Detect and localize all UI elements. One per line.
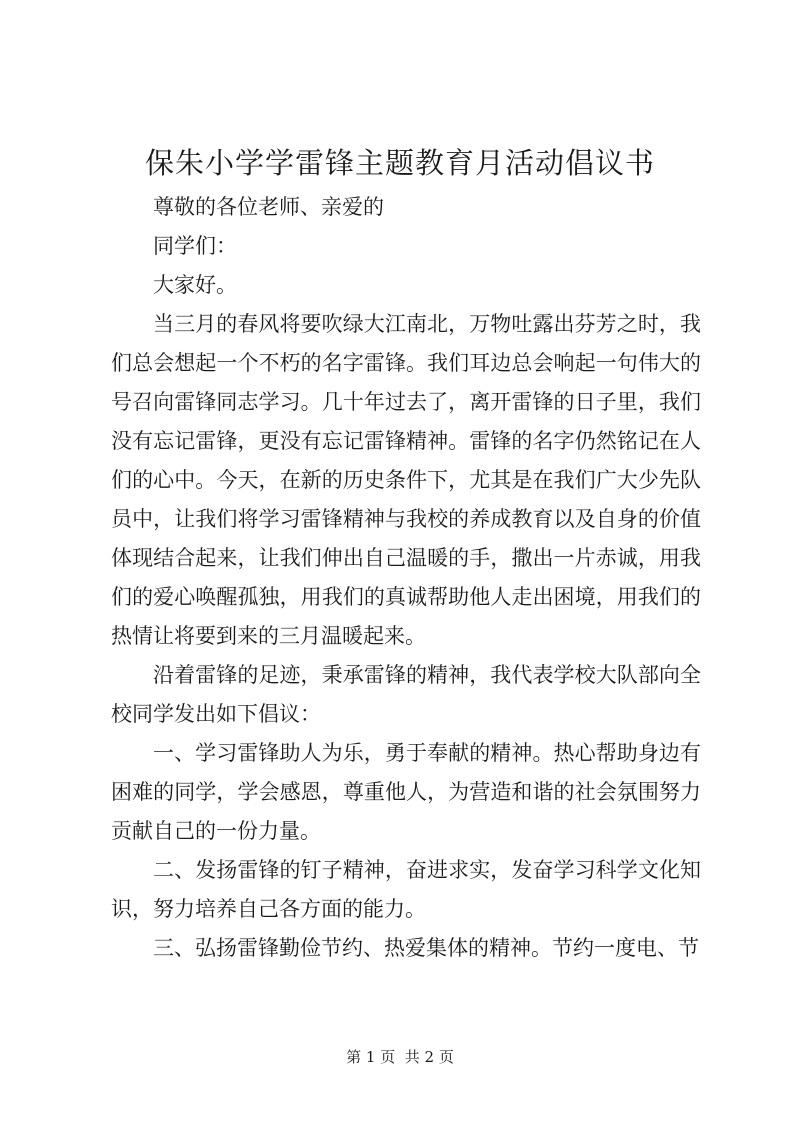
page-number-label: 第 1 页 共 2 页 [346,1048,454,1066]
proposal-item-3: 三、弘扬雷锋勤俭节约、热爱集体的精神。节约一度电、节 [153,936,699,960]
proposal-intro-paragraph: 沿着雷锋的足迹，秉承雷锋的精神，我代表学校大队部向全校同学发出如下倡议： [111,663,701,726]
salutation-line-1: 尊敬的各位老师、亲爱的 [153,195,384,219]
document-body [111,188,701,968]
greeting: 大家好。 [153,273,237,297]
page-footer [0,1047,800,1067]
intro-paragraph: 当三月的春风将要吹绿大江南北，万物吐露出芬芳之时，我们总会想起一个不朽的名字雷锋。我们耳边总会响起一句伟大的号召向雷锋同志学习。几十年过去了，离开雷锋的日子里，我们没有忘记雷锋，更没有忘记雷锋精神。雷锋的名字仍然铭记在人们的心中。今天，在新的历史条件下，尤其是在我们广大少先队员中，让我们将学习雷锋精神与我校的养成教育以及自身的价值体现结合起来，让我们伸出自己温暖的手，撒出一片赤诚，用我们的爱心唤醒孤独，用我们的真诚帮助他人走出困境，用我们的热情让将要到来的三月温暖起来。 [111,312,701,648]
proposal-item-1: 一、学习雷锋助人为乐，勇于奉献的精神。热心帮助身边有困难的同学，学会感恩，尊重他人，为营造和谐的社会氛围努力贡献自己的一份力量。 [111,741,701,843]
document-title: 保朱小学学雷锋主题教育月活动倡议书 [144,146,655,180]
proposal-item-2: 二、发扬雷锋的钉子精神，奋进求实，发奋学习科学文化知识，努力培养自己各方面的能力。 [111,858,701,921]
salutation-line-2: 同学们： [153,234,237,258]
